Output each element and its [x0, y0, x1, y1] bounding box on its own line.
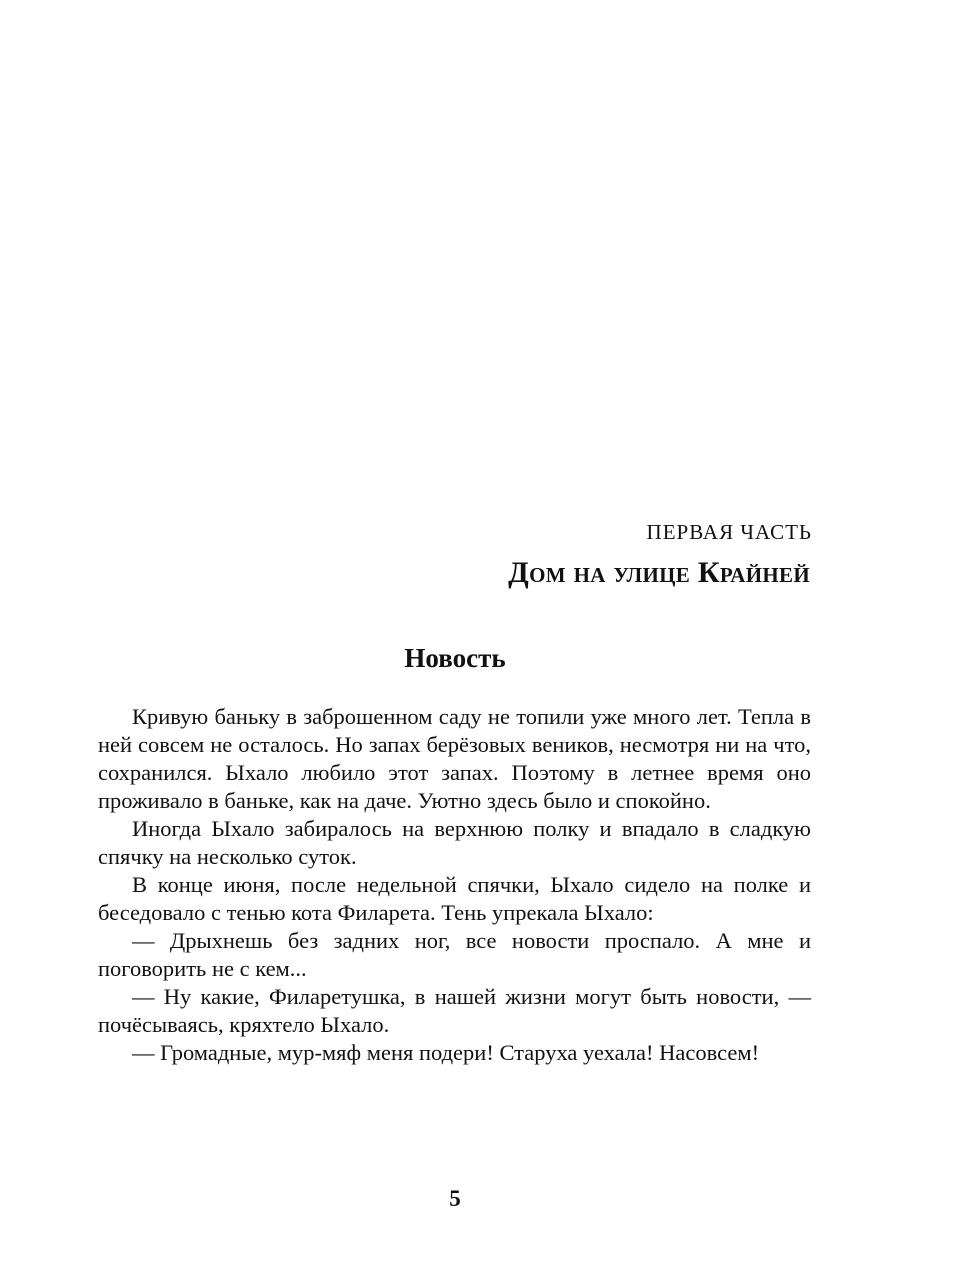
- page-number: 5: [449, 1186, 461, 1211]
- chapter-title: Новость: [404, 643, 506, 673]
- paragraph: — Громадные, мур-мяф меня подери! Старуха уехала! Насовсем!: [132, 1040, 760, 1065]
- part-label: ПЕРВАЯ ЧАСТЬ: [646, 520, 812, 544]
- paragraph: Иногда Ыхало забиралось на верхнюю полку и впадало в сладкую спячку на несколько суток.: [98, 816, 811, 869]
- paragraph: В конце июня, после недельной спячки, Ыхало сидело на полке и беседовало с тенью кота Филарета. Тень упрекала Ыхало:: [98, 872, 811, 925]
- paragraph: Кривую баньку в заброшенном саду не топили уже много лет. Тепла в ней совсем не осталось. Но запах берёзовых веников, несмотря ни на что, сохранился. Ыхало любило этот запах. Поэтому в летнее время оно проживало в баньке, как на даче. Уютно здесь было и спокойно.: [98, 704, 811, 813]
- body-text: [98, 703, 811, 1067]
- paragraph: — Ну какие, Филаретушка, в нашей жизни могут быть новости, — почёсываясь, кряхтело Ыхало.: [98, 984, 811, 1037]
- part-title: Дом на улице Крайней: [508, 556, 810, 589]
- paragraph: — Дрыхнешь без задних ног, все новости проспало. А мне и поговорить не с кем...: [98, 928, 811, 981]
